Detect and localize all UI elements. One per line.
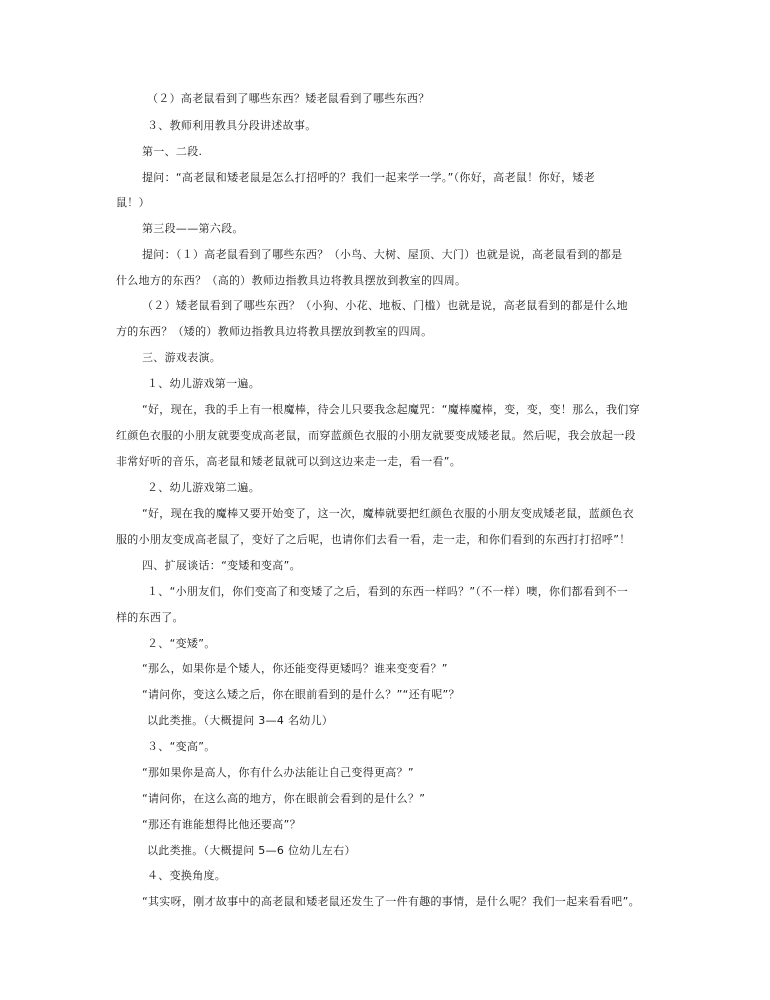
paragraph-line: 什么地方的东西？（高的）教师边指教具边将教具摆放到教室的四周。 xyxy=(116,274,467,287)
paragraph-line: 第三段——第六段。 xyxy=(142,222,244,235)
paragraph-line: ２、“变矮”。 xyxy=(147,637,216,650)
paragraph-line: 样的东西了。 xyxy=(116,611,184,624)
paragraph-line: “那如果你是高人，你有什么办法能让自己变得更高？” xyxy=(142,766,414,779)
paragraph-line: 四、扩展谈话：“变矮和变高”。 xyxy=(142,559,301,572)
paragraph-line: １、幼儿游戏第一遍。 xyxy=(147,377,260,390)
paragraph-line: 服的小朋友变成高老鼠了，变好了之后呢，也请你们去看一看，走一走，和你们看到的东西打打招呼”！ xyxy=(116,533,631,546)
paragraph-line: 鼠！） xyxy=(116,196,150,209)
paragraph-line: 方的东西？（矮的）教师边指教具边将教具摆放到教室的四周。 xyxy=(116,325,433,338)
paragraph-line: “其实呀，刚才故事中的高老鼠和矮老鼠还发生了一件有趣的事情，是什么呢？我们一起来看看吧”。 xyxy=(142,895,640,908)
paragraph-line: ３、教师利用教具分段讲述故事。 xyxy=(147,119,317,132)
paragraph-line: 提问：“高老鼠和矮老鼠是怎么打招呼的？我们一起来学一学。”（你好，高老鼠！你好，矮老 xyxy=(142,171,595,184)
paragraph-line: “好，现在我的魔棒又要开始变了，这一次，魔棒就要把红颜色衣服的小朋友变成矮老鼠，蓝颜色衣 xyxy=(142,507,634,520)
paragraph-line: “请问你，在这么高的地方，你在眼前会看到的是什么？” xyxy=(142,792,426,805)
paragraph-line: １、“小朋友们，你们变高了和变矮了之后，看到的东西一样吗？”（不一样）噢，你们都看到不一 xyxy=(147,585,629,598)
paragraph-line: 三、游戏表演。 xyxy=(142,351,222,364)
paragraph-line: （２）矮老鼠看到了哪些东西？（小狗、小花、地板、门槛）也就是说，高老鼠看到的都是什么地 xyxy=(142,299,628,312)
paragraph-line: 第一、二段. xyxy=(142,145,203,158)
paragraph-line: 红颜色衣服的小朋友就要变成高老鼠，而穿蓝颜色衣服的小朋友就要变成矮老鼠。然后呢，我会放起一段 xyxy=(116,429,636,442)
paragraph-line: ２、幼儿游戏第二遍。 xyxy=(147,481,260,494)
paragraph-line: ４、变换角度。 xyxy=(147,869,227,882)
paragraph-line: （２）高老鼠看到了哪些东西？矮老鼠看到了哪些东西？ xyxy=(147,92,430,105)
paragraph-line: ３、“变高”。 xyxy=(147,740,216,753)
paragraph-line: “那么，如果你是个矮人，你还能变得更矮吗？谁来变变看？” xyxy=(142,662,448,675)
paragraph-line: “好，现在，我的手上有一根魔棒，待会儿只要我念起魔咒：“魔棒魔棒，变，变，变！那么，我们穿 xyxy=(142,403,640,416)
paragraph-line: 非常好听的音乐，高老鼠和矮老鼠就可以到这边来走一走，看一看”。 xyxy=(116,455,461,468)
paragraph-line: 以此类推。（大概提问 5—6 位幼儿左右） xyxy=(147,844,356,857)
paragraph-line: 以此类推。（大概提问 3—4 名幼儿） xyxy=(147,714,334,727)
paragraph-line: “那还有谁能想得比他还要高”？ xyxy=(142,818,301,831)
paragraph-line: “请问你，变这么矮之后，你在眼前看到的是什么？”“还有呢”？ xyxy=(142,688,460,701)
paragraph-line: 提问：（１）高老鼠看到了哪些东西？（小鸟、大树、屋顶、大门）也就是说，高老鼠看到的都是 xyxy=(142,248,623,261)
